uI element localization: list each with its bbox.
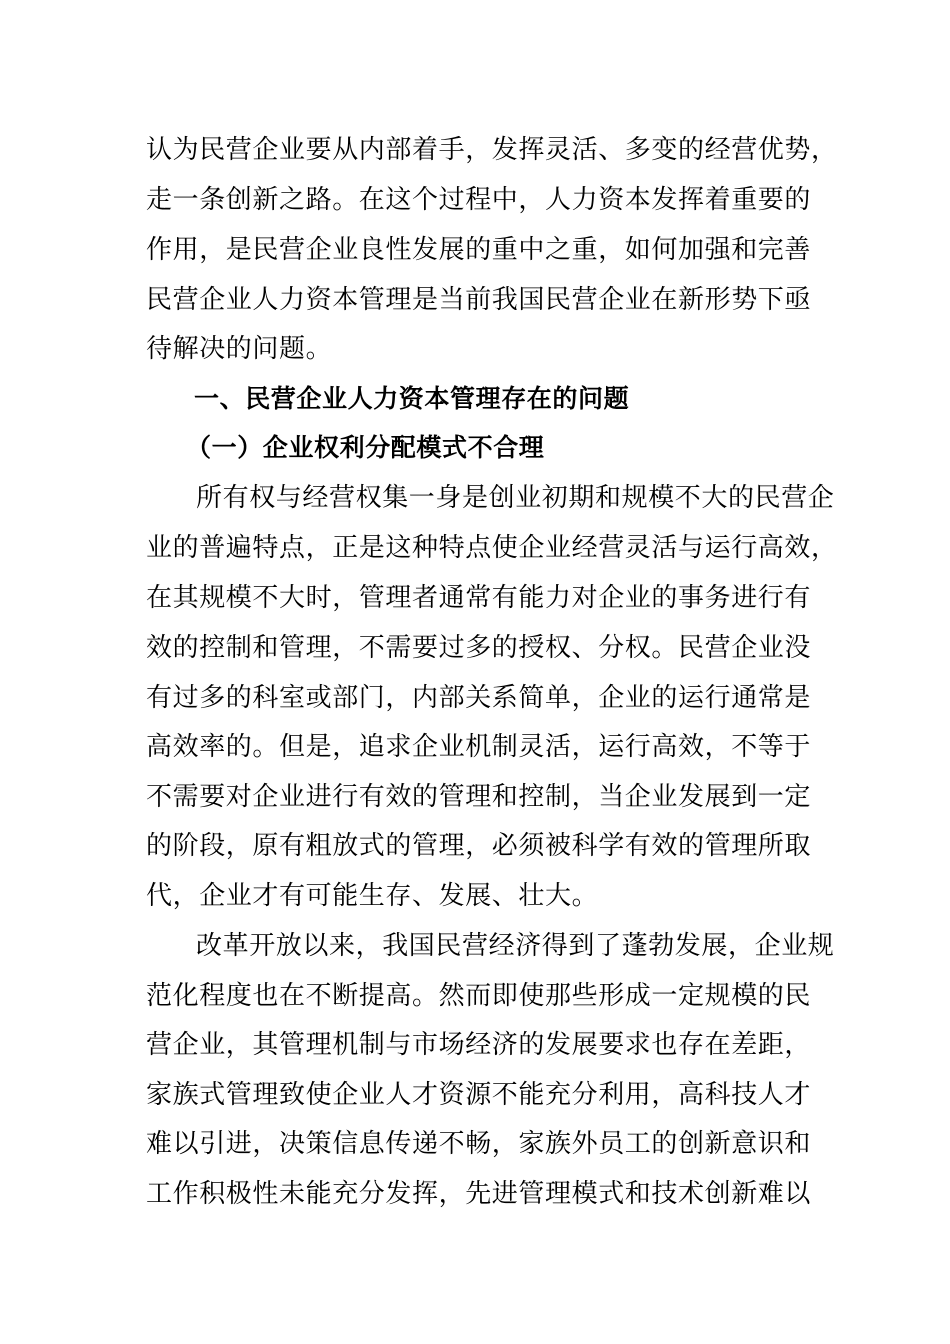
text-line: 营企业，其管理机制与市场经济的发展要求也存在差距， — [146, 1030, 812, 1060]
text-line: 效的控制和管理，不需要过多的授权、分权。民营企业没 — [146, 633, 812, 663]
text-line: 作用，是民营企业良性发展的重中之重，如何加强和完善 — [146, 235, 812, 265]
text-line: 在其规模不大时，管理者通常有能力对企业的事务进行有 — [146, 583, 812, 613]
text-line: 民营企业人力资本管理是当前我国民营企业在新形势下亟 — [146, 285, 812, 315]
text-line: 所有权与经营权集一身是创业初期和规模不大的民营企 — [196, 483, 835, 513]
text-line: 待解决的问题。 — [146, 334, 333, 364]
text-line: 业的普遍特点，正是这种特点使企业经营灵活与运行高效， — [146, 533, 838, 563]
text-line: 工作积极性未能充分发挥，先进管理模式和技术创新难以 — [146, 1179, 812, 1209]
text-line: 有过多的科室或部门，内部关系简单，企业的运行通常是 — [146, 683, 812, 713]
text-line: 改革开放以来，我国民营经济得到了蓬勃发展，企业规 — [196, 931, 835, 961]
text-line: 难以引进，决策信息传递不畅，家族外员工的创新意识和 — [146, 1129, 812, 1159]
text-line: 家族式管理致使企业人才资源不能充分利用，高科技人才 — [146, 1080, 812, 1110]
text-line: 认为民营企业要从内部着手，发挥灵活、多变的经营优势， — [146, 135, 838, 165]
text-line: 代，企业才有可能生存、发展、壮大。 — [146, 881, 599, 911]
text-line: 的阶段，原有粗放式的管理，必须被科学有效的管理所取 — [146, 831, 812, 861]
section-heading: 一、民营企业人力资本管理存在的问题 — [194, 384, 630, 413]
text-line: 范化程度也在不断提高。然而即使那些形成一定规模的民 — [146, 981, 812, 1011]
text-line: 不需要对企业进行有效的管理和控制，当企业发展到一定 — [146, 782, 812, 812]
text-line: 走一条创新之路。在这个过程中，人力资本发挥着重要的 — [146, 185, 812, 215]
subsection-heading: （一）企业权利分配模式不合理 — [186, 433, 545, 462]
text-line: 高效率的。但是，追求企业机制灵活，运行高效，不等于 — [146, 732, 812, 762]
